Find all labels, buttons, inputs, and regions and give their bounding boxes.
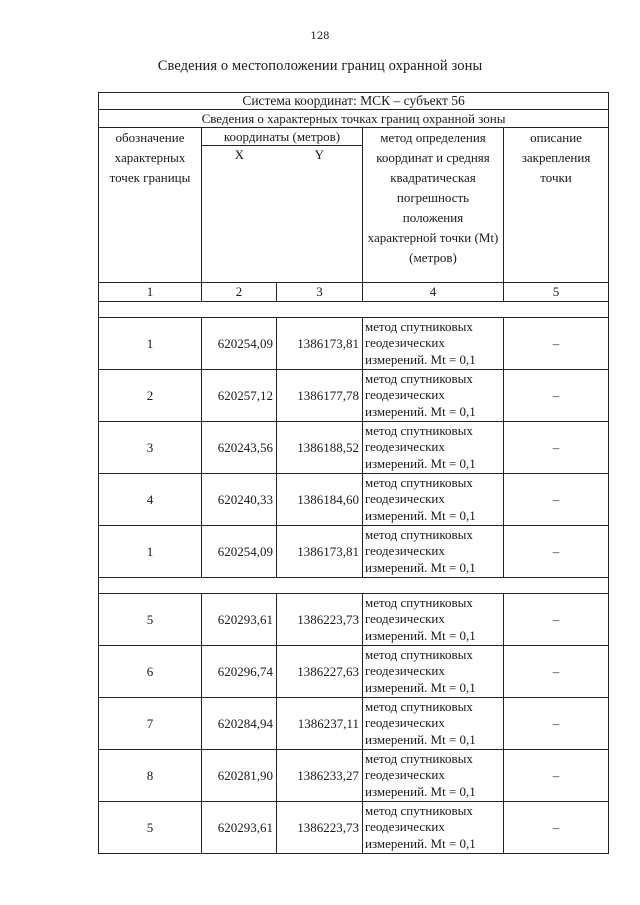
method-cell	[363, 318, 504, 370]
header-description: описание закрепления точки	[504, 128, 609, 283]
description-cell: –	[504, 594, 609, 646]
method-cell	[363, 646, 504, 698]
table-row	[99, 802, 609, 854]
method-line: геодезических	[365, 491, 445, 507]
method-cell	[363, 750, 504, 802]
description-cell: –	[504, 318, 609, 370]
description-cell: –	[504, 370, 609, 422]
method-line: измерений. Mt = 0,1	[365, 627, 476, 643]
x-coordinate-cell: 620254,09	[202, 318, 277, 370]
point-cell: 5	[99, 594, 202, 646]
method-line: метод спутниковых	[365, 646, 473, 662]
method-cell	[363, 474, 504, 526]
method-line: измерений. Mt = 0,1	[365, 679, 476, 695]
description-cell: –	[504, 422, 609, 474]
method-cell	[363, 370, 504, 422]
point-cell: 7	[99, 698, 202, 750]
method-line: измерений. Mt = 0,1	[365, 455, 476, 471]
point-cell: 1	[99, 526, 202, 578]
point-cell: 6	[99, 646, 202, 698]
method-line: метод спутниковых	[365, 474, 473, 490]
method-line: геодезических	[365, 387, 445, 403]
method-line: измерений. Mt = 0,1	[365, 731, 476, 747]
table-row	[99, 526, 609, 578]
point-cell: 2	[99, 370, 202, 422]
method-line: метод спутниковых	[365, 698, 473, 714]
x-coordinate-cell: 620257,12	[202, 370, 277, 422]
method-cell	[363, 526, 504, 578]
y-coordinate-cell: 1386177,78	[277, 370, 363, 422]
header-coordinates	[202, 128, 363, 283]
point-cell: 3	[99, 422, 202, 474]
description-cell: –	[504, 698, 609, 750]
method-line: метод спутниковых	[365, 526, 473, 542]
method-line: измерений. Mt = 0,1	[365, 403, 476, 419]
method-line: измерений. Mt = 0,1	[365, 559, 476, 575]
description-cell: –	[504, 750, 609, 802]
col-number: 5	[504, 283, 609, 302]
x-coordinate-cell: 620293,61	[202, 802, 277, 854]
page-number: 128	[310, 31, 330, 42]
table-row	[99, 594, 609, 646]
y-coordinate-cell: 1386233,27	[277, 750, 363, 802]
method-line: геодезических	[365, 543, 445, 559]
x-coordinate-cell: 620240,33	[202, 474, 277, 526]
x-coordinate-cell: 620293,61	[202, 594, 277, 646]
description-cell: –	[504, 526, 609, 578]
y-coordinate-cell: 1386173,81	[277, 526, 363, 578]
point-cell: 4	[99, 474, 202, 526]
point-cell: 5	[99, 802, 202, 854]
x-coordinate-cell: 620284,94	[202, 698, 277, 750]
page-title: Сведения о местоположении границ охранной зоны	[157, 58, 483, 74]
method-line: геодезических	[365, 611, 445, 627]
method-line: геодезических	[365, 335, 445, 351]
y-coordinate-cell: 1386188,52	[277, 422, 363, 474]
description-cell: –	[504, 474, 609, 526]
method-line: метод спутниковых	[365, 750, 473, 766]
method-line: метод спутниковых	[365, 802, 473, 818]
coordinate-system-header: Система координат: МСК – субъект 56	[99, 93, 609, 110]
x-coordinate-cell: 620296,74	[202, 646, 277, 698]
method-line: измерений. Mt = 0,1	[365, 507, 476, 523]
method-cell	[363, 698, 504, 750]
method-line: метод спутниковых	[365, 422, 473, 438]
header-point-designation: обозначение характерных точек границы	[99, 128, 202, 283]
y-coordinate-cell: 1386223,73	[277, 802, 363, 854]
table-row	[99, 474, 609, 526]
method-line: метод спутниковых	[365, 594, 473, 610]
table-row	[99, 646, 609, 698]
y-coordinate-cell: 1386223,73	[277, 594, 363, 646]
method-line: геодезических	[365, 819, 445, 835]
y-coordinate-cell: 1386184,60	[277, 474, 363, 526]
method-line: метод спутниковых	[365, 318, 473, 334]
point-cell: 8	[99, 750, 202, 802]
table-subtitle: Сведения о характерных точках границ охранной зоны	[99, 110, 609, 128]
col-number: 4	[363, 283, 504, 302]
header-method: метод определения координат и средняя квадратическая погрешность положения характерной точки (Mt) (метров)	[363, 128, 504, 283]
group-separator-row	[99, 302, 609, 318]
table-row	[99, 698, 609, 750]
method-line: метод спутниковых	[365, 370, 473, 386]
point-cell: 1	[99, 318, 202, 370]
boundary-points-table	[98, 92, 609, 854]
method-line: геодезических	[365, 439, 445, 455]
header-y: Y	[314, 147, 324, 162]
method-line: измерений. Mt = 0,1	[365, 783, 476, 799]
col-number: 1	[99, 283, 202, 302]
description-cell: –	[504, 802, 609, 854]
x-coordinate-cell: 620281,90	[202, 750, 277, 802]
col-number: 3	[277, 283, 363, 302]
col-number: 2	[202, 283, 277, 302]
y-coordinate-cell: 1386173,81	[277, 318, 363, 370]
method-cell	[363, 422, 504, 474]
method-line: геодезических	[365, 715, 445, 731]
method-line: геодезических	[365, 767, 445, 783]
method-line: геодезических	[365, 663, 445, 679]
method-cell	[363, 802, 504, 854]
table-row	[99, 318, 609, 370]
method-cell	[363, 594, 504, 646]
table-row	[99, 750, 609, 802]
y-coordinate-cell: 1386227,63	[277, 646, 363, 698]
table-row	[99, 422, 609, 474]
x-coordinate-cell: 620254,09	[202, 526, 277, 578]
method-line: измерений. Mt = 0,1	[365, 351, 476, 367]
y-coordinate-cell: 1386237,11	[277, 698, 363, 750]
header-x: X	[234, 147, 244, 162]
group-separator-row	[99, 578, 609, 594]
description-cell: –	[504, 646, 609, 698]
x-coordinate-cell: 620243,56	[202, 422, 277, 474]
method-line: измерений. Mt = 0,1	[365, 835, 476, 851]
table-row	[99, 370, 609, 422]
header-coordinates-label: координаты (метров)	[202, 128, 362, 146]
